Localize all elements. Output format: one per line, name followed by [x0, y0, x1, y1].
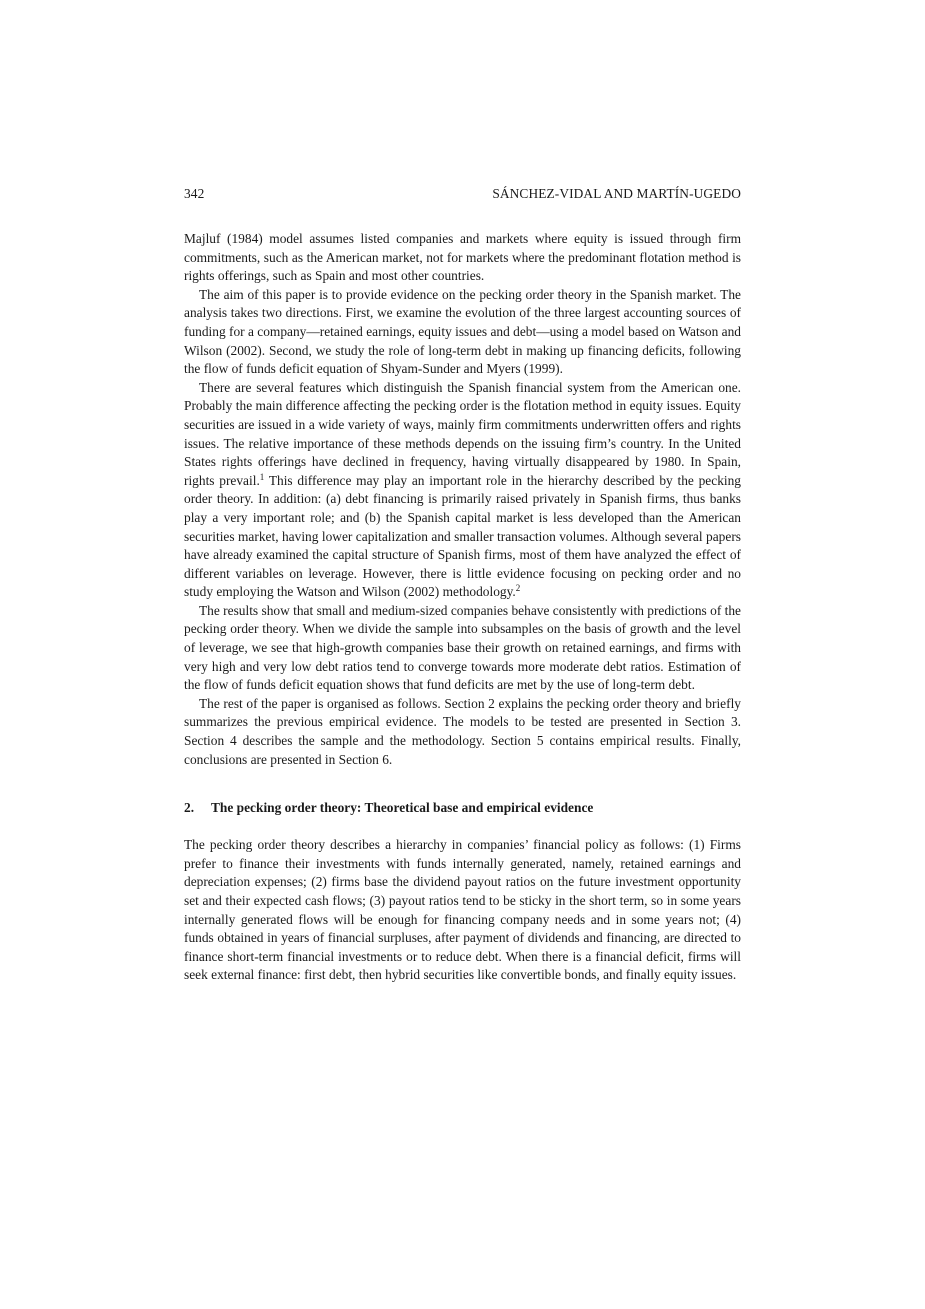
- paragraph-pecking-order: The pecking order theory describes a hierarchy in companies’ financial policy as follows: (1) Firms prefer to finance their investments with funds internally generated, namely, retained earnings and depreciation expenses; (2) firms base the dividend payout ratios on the future investment opportunity set and their expected cash flows; (3) payout ratios tend to be sticky in the short term, so in some years internally generated flows will be enough for financing company needs and in some years not; (4) funds obtained in years of financial surpluses, after payment of dividends and financing, are directed to finance short-term financial investments or to reduce debt. When there is a financial deficit, firms will seek external finance: first debt, then hybrid securities like convertible bonds, and finally equity issues.: [184, 837, 741, 983]
- footnote-ref-2[interactable]: 2: [515, 583, 521, 594]
- paragraph-text: There are several features which distinguish the Spanish financial system from the American one. Probably the main difference affecting the pecking order is the flotation method in equity issues. Equity securities are issued in a wide variety of ways, mainly firm commitments underwritten offers and rights issues. The relative importance of these methods depends on the issuing firm’s country. In the United States rights offerings have declined in frequency, having virtually disappeared by 1980. In Spain, rights prevail.: [184, 379, 741, 488]
- paragraph-spanish-system: [184, 379, 741, 602]
- running-title: SÁNCHEZ-VIDAL AND MARTÍN-UGEDO: [492, 186, 741, 201]
- paragraph-aim: The aim of this paper is to provide evidence on the pecking order theory in the Spanish market. The analysis takes two directions. First, we examine the evolution of the three largest accounting sources of funding for a company—retained earnings, equity issues and debt—using a model based on Watson and Wilson (2002). Second, we study the role of long-term debt in making up financing deficits, following the flow of funds deficit equation of Shyam-Sunder and Myers (1999).: [184, 286, 741, 377]
- footnote-ref-1[interactable]: 1: [259, 471, 265, 482]
- paragraph-results: The results show that small and medium-sized companies behave consistently with predictions of the pecking order theory. When we divide the sample into subsamples on the basis of growth and the level of leverage, we see that high-growth companies base their growth on retained earnings, and firms with very high and very low debt ratios tend to converge towards more moderate debt ratios. Estimation of the flow of funds deficit equation shows that fund deficits are met by the use of long-term debt.: [184, 602, 741, 693]
- paragraph-text: This difference may play an important role in the hierarchy described by the pecking order theory. In addition: (a) debt financing is primarily raised privately in Spanish firms, thus banks play a very important role; and (b) the Spanish capital market is less developed than the American securities market, having lower capitalization and smaller transaction volumes. Although several papers have already examined the capital structure of Spanish firms, most of them have analyzed the effect of different variables on leverage. However, there is little evidence focusing on pecking order and no study employing the Watson and Wilson (2002) methodology.: [184, 472, 742, 600]
- section-number: 2.: [184, 800, 195, 816]
- journal-page: [184, 185, 741, 985]
- paragraph-outline: The rest of the paper is organised as follows. Section 2 explains the pecking order theory and briefly summarizes the previous empirical evidence. The models to be tested are presented in Section 3. Section 4 describes the sample and the methodology. Section 5 contains empirical results. Finally, conclusions are presented in Section 6.: [184, 695, 741, 767]
- section-heading: [184, 799, 741, 817]
- section-title: The pecking order theory: Theoretical base and empirical evidence: [211, 800, 594, 816]
- section-2-body: [184, 836, 741, 985]
- section-1-body: [184, 230, 741, 769]
- running-header: [184, 185, 741, 203]
- paragraph-continuation: Majluf (1984) model assumes listed companies and markets where equity is issued through firm commitments, such as the American market, not for markets where the predominant flotation method is rights offerings, such as Spain and most other countries.: [184, 231, 741, 284]
- page-number: 342: [184, 186, 205, 201]
